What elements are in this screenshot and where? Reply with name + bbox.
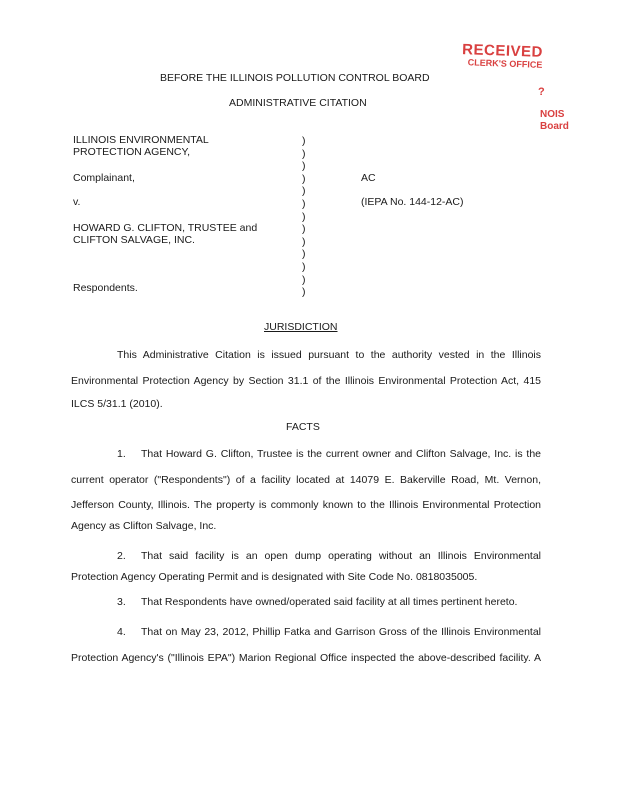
stamp-mark: ? <box>538 86 545 98</box>
jurisdiction-line: Environmental Protection Agency by Section 31.1 of the Illinois Environmental Protection Act, 415 <box>71 374 541 387</box>
fact-number: 4. <box>117 626 126 638</box>
stamp-board-fragment: Board <box>540 121 569 132</box>
fact-4 <box>71 620 541 671</box>
fact-line: 2. That said facility is an open dump operating without an Illinois Environmental <box>71 544 541 570</box>
jurisdiction-line: ILCS 5/31.1 (2010). <box>71 398 163 410</box>
complainant-role: Complainant, <box>73 172 135 184</box>
respondent-name-line2: CLIFTON SALVAGE, INC. <box>73 234 195 246</box>
complainant-name-line2: PROTECTION AGENCY, <box>73 146 191 158</box>
respondent-name-line1: HOWARD G. CLIFTON, TRUSTEE and <box>73 222 258 234</box>
board-heading: BEFORE THE ILLINOIS POLLUTION CONTROL BOARD <box>160 72 430 84</box>
document-type-heading: ADMINISTRATIVE CITATION <box>229 97 367 109</box>
jurisdiction-paragraph <box>71 343 541 394</box>
versus-label: v. <box>73 196 81 208</box>
fact-3: 3. That Respondents have owned/operated said facility at all times pertinent hereto. <box>117 596 518 608</box>
stamp-state-fragment: NOIS <box>540 109 565 120</box>
jurisdiction-line: This Administrative Citation is issued pursuant to the authority vested in the Illinois <box>117 349 541 361</box>
jurisdiction-heading: JURISDICTION <box>264 321 338 333</box>
fact-2 <box>71 544 541 570</box>
fact-line: Agency as Clifton Salvage, Inc. <box>71 520 217 532</box>
iepa-number: (IEPA No. 144-12-AC) <box>361 196 464 208</box>
case-number: AC <box>361 172 376 184</box>
fact-line: 4. That on May 23, 2012, Phillip Fatka and Garrison Gross of the Illinois Environmental <box>71 620 541 646</box>
stamp-received-text: RECEIVED <box>461 41 544 61</box>
facts-heading: FACTS <box>286 421 320 433</box>
fact-number: 3. <box>117 596 126 608</box>
fact-1 <box>71 442 541 519</box>
fact-line: current operator ("Respondents") of a facility located at 14079 E. Bakerville Road, Mt. Vernon, <box>71 473 541 486</box>
fact-number: 1. <box>117 448 126 460</box>
fact-line: Jefferson County, Illinois. The property is commonly known to the Illinois Environmental Protection <box>71 499 541 511</box>
stamp-office-text: CLERK'S OFFICE <box>467 57 543 70</box>
fact-line: 1. That Howard G. Clifton, Trustee is the current owner and Clifton Salvage, Inc. is the <box>71 442 541 468</box>
received-stamp <box>462 42 573 71</box>
complainant-name-line1: ILLINOIS ENVIRONMENTAL <box>73 134 209 146</box>
fact-line: Protection Agency's ("Illinois EPA") Marion Regional Office inspected the above-described facility. A <box>71 651 541 664</box>
fact-number: 2. <box>117 550 126 562</box>
caption-divider: ) ) ) ) ) ) ) ) ) ) ) ) ) <box>302 135 306 299</box>
respondent-role: Respondents. <box>73 282 138 294</box>
fact-line: Protection Agency Operating Permit and is designated with Site Code No. 0818035005. <box>71 571 478 583</box>
